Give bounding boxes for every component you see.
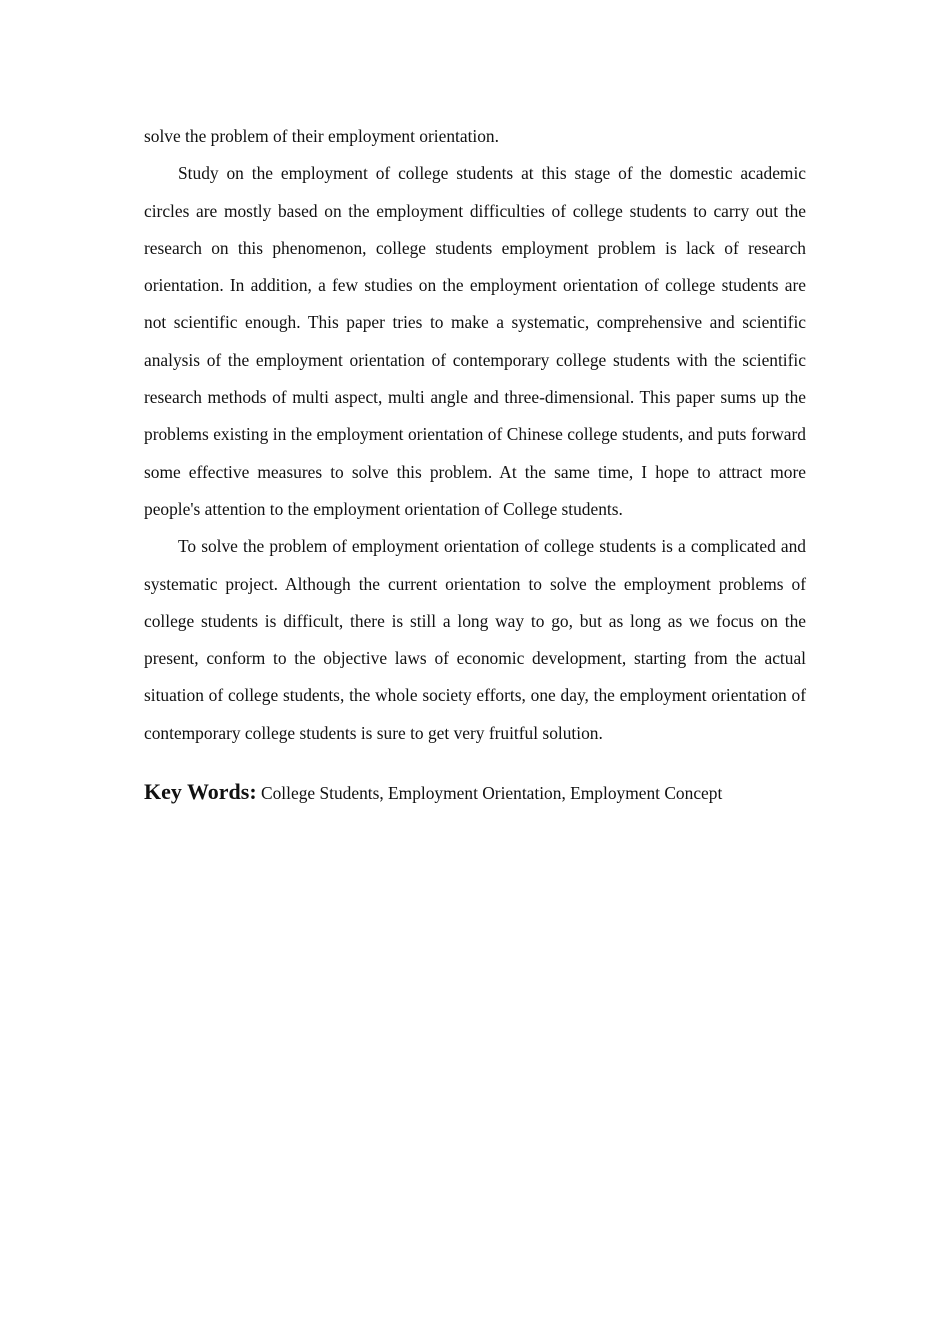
keywords-line	[144, 773, 806, 812]
paragraph-research-status: Study on the employment of college students at this stage of the domestic academic circles are mostly based on the employment difficulties of college students to carry out the research on this phenomenon, college students employment problem is lack of research orientation. In addition, a few studies on the employment orientation of college students are not scientific enough. This paper tries to make a systematic, comprehensive and scientific analysis of the employment orientation of contemporary college students with the scientific research methods of multi aspect, multi angle and three-dimensional. This paper sums up the problems existing in the employment orientation of Chinese college students, and puts forward some effective measures to solve this problem. At the same time, I hope to attract more people's attention to the employment orientation of College students.	[144, 163, 806, 519]
keywords-label: Key Words:	[144, 779, 257, 805]
abstract-body	[144, 118, 806, 812]
paragraph-conclusion: To solve the problem of employment orientation of college students is a complicated and systematic project. Although the current orientation to solve the employment problems of college students is difficult, there is still a long way to go, but as long as we focus on the present, conform to the objective laws of economic development, starting from the actual situation of college students, the whole society efforts, one day, the employment orientation of contemporary college students is sure to get very fruitful solution.	[144, 536, 806, 743]
paragraph-continuation: solve the problem of their employment orientation.	[144, 126, 499, 146]
keywords-value: College Students, Employment Orientation, Employment Concept	[261, 783, 723, 804]
